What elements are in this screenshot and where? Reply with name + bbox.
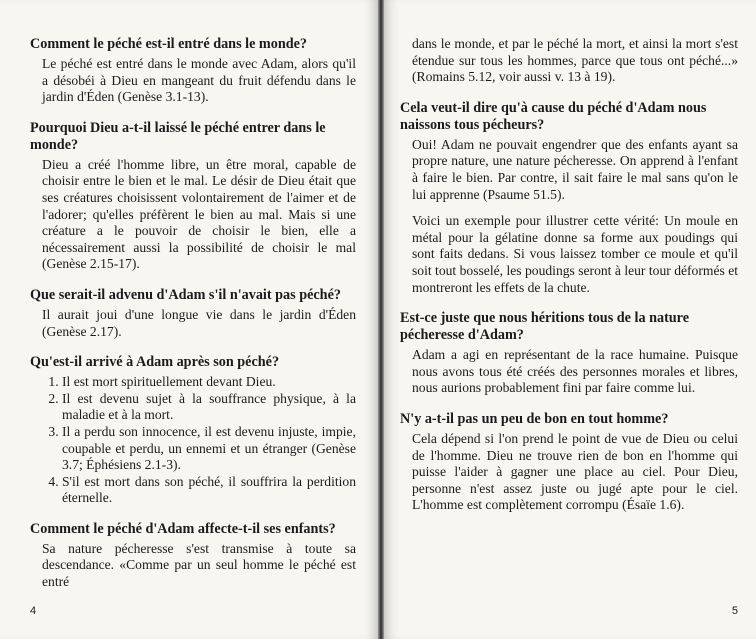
answer-text: Voici un exemple pour illustrer cette vérité: Un moule en métal pour la gélatine donne sa forme aux poudings qui sont faits dedans. Si vous laissez tomber ce moule et qu'il soit tout bosselé, les poudings seront à leur tour déformés et montreront les effets de la chute. xyxy=(412,213,738,295)
qa-section xyxy=(30,120,356,273)
page-number: 5 xyxy=(731,605,738,617)
answer-text: Cela dépend si l'on prend le point de vue de Dieu ou celui de l'homme. Dieu ne trouve rien de bon en l'homme qui puisse l'aider à gagner une place au ciel. Pour Dieu, personne n'est assez juste ou jugé apte pour le ciel. L'homme est complètement corrompu (Ésaïe 1.6). xyxy=(412,430,738,513)
qa-section xyxy=(30,36,356,106)
question-heading: Est-ce juste que nous héritions tous de la nature pécheresse d'Adam? xyxy=(400,310,690,344)
qa-section xyxy=(30,521,356,591)
answer-text: Il aurait joui d'une longue vie dans le jardin d'Éden (Genèse 2.17). xyxy=(42,306,356,339)
list-item: 4. S'il est mort dans son péché, il souffrira la perdition éternelle. xyxy=(62,474,356,507)
right-page xyxy=(384,0,756,639)
qa-section xyxy=(400,100,738,296)
question-heading: N'y a-t-il pas un peu de bon en tout homme? xyxy=(400,410,669,427)
question-heading: Cela veut-il dire qu'à cause du péché d'Adam nous naissons tous pécheurs? xyxy=(400,99,707,133)
question-heading: Comment le péché d'Adam affecte-t-il ses enfants? xyxy=(30,520,336,537)
answer-text: Sa nature pécheresse s'est transmise à toute sa descendance. «Comme par un seul homme le péché est entré xyxy=(42,540,356,590)
page-number: 4 xyxy=(30,605,37,617)
answer-text: Adam a agi en représentant de la race humaine. Puisque nous avons tous été créés des personnes morales et libres, nous aurions probablement fini par faire comme lui. xyxy=(412,347,738,396)
qa-section xyxy=(30,287,356,340)
question-heading: Comment le péché est-il entré dans le monde? xyxy=(30,36,308,52)
answer-text: Dieu a créé l'homme libre, un être moral, capable de choisir entre le bien et le mal. Le désir de Dieu était que ses créatures choisissent volontairement de l'aimer et de l'adorer; qu'elles préfèrent le bien au mal. Mais si une créature a le pouvoir de choisir le bien, elle a nécessairement aussi la possibilité de choisir le mal (Genèse 2.15-17). xyxy=(42,156,356,272)
continued-text: dans le monde, et par le péché la mort, et ainsi la mort s'est étendue sur tous les hommes, parce que tous ont péché...» (Romains 5.12, voir aussi v. 13 à 19). xyxy=(412,36,738,85)
answer-text: Oui! Adam ne pouvait engendrer que des enfants ayant sa propre nature, une nature pécheresse. On apprend à l'enfant à faire le bien. Par contre, il sait faire le mal sans qu'on le lui apprenne (Psaume 51.5). xyxy=(412,136,738,202)
question-heading: Pourquoi Dieu a-t-il laissé le péché entrer dans le monde? xyxy=(30,119,326,153)
question-heading: Que serait-il advenu d'Adam s'il n'avait pas péché? xyxy=(30,286,341,303)
qa-section xyxy=(400,411,738,514)
qa-section xyxy=(400,310,738,397)
qa-section xyxy=(30,354,356,507)
consequence-list xyxy=(42,374,356,507)
list-item: 1. Il est mort spirituellement devant Dieu. xyxy=(62,374,356,391)
answer-text: Le péché est entré dans le monde avec Adam, alors qu'il a désobéi à Dieu en mangeant du fruit défendu dans le jardin d'Éden (Genèse 3.1-13). xyxy=(42,56,356,105)
list-item: 3. Il a perdu son innocence, il est devenu injuste, impie, coupable et perdu, un ennemi et un étranger (Genèse 3.7; Éphésiens 2.1-3). xyxy=(62,424,356,474)
question-heading: Qu'est-il arrivé à Adam après son péché? xyxy=(30,354,280,371)
list-item: 2. Il est devenu sujet à la souffrance physique, à la maladie et à la mort. xyxy=(62,391,356,424)
